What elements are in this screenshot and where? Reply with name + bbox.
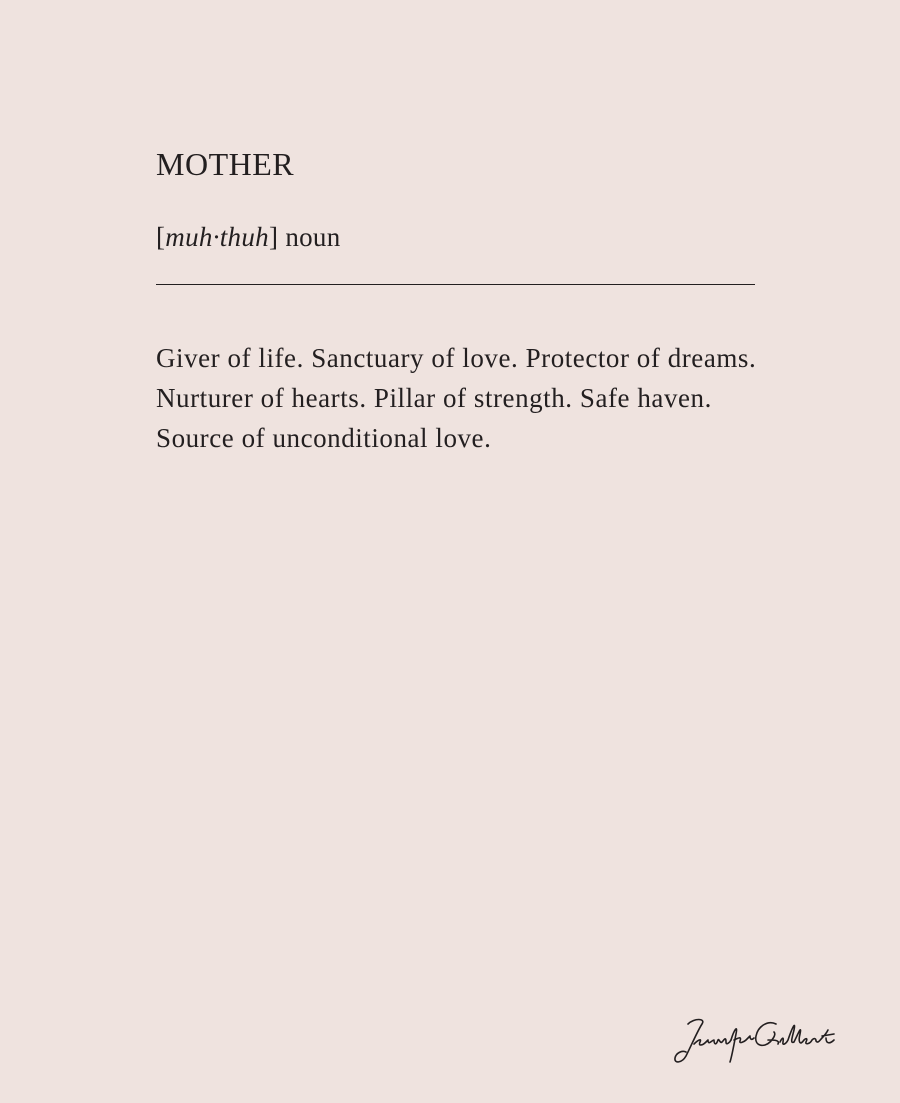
pronunciation: muh·thuh [165, 222, 269, 252]
definition-text: Giver of life. Sanctuary of love. Protector of dreams. Nurturer of hearts. Pillar of strength. Safe haven. Source of unconditional love. [156, 343, 757, 453]
bracket-open: [ [156, 222, 166, 252]
divider-line [156, 284, 755, 285]
entry-word: MOTHER [156, 146, 295, 182]
bracket-close: ] [268, 222, 279, 252]
signature-logo [668, 1010, 848, 1070]
pronunciation-line [156, 220, 341, 254]
part-of-speech: noun [285, 222, 341, 252]
